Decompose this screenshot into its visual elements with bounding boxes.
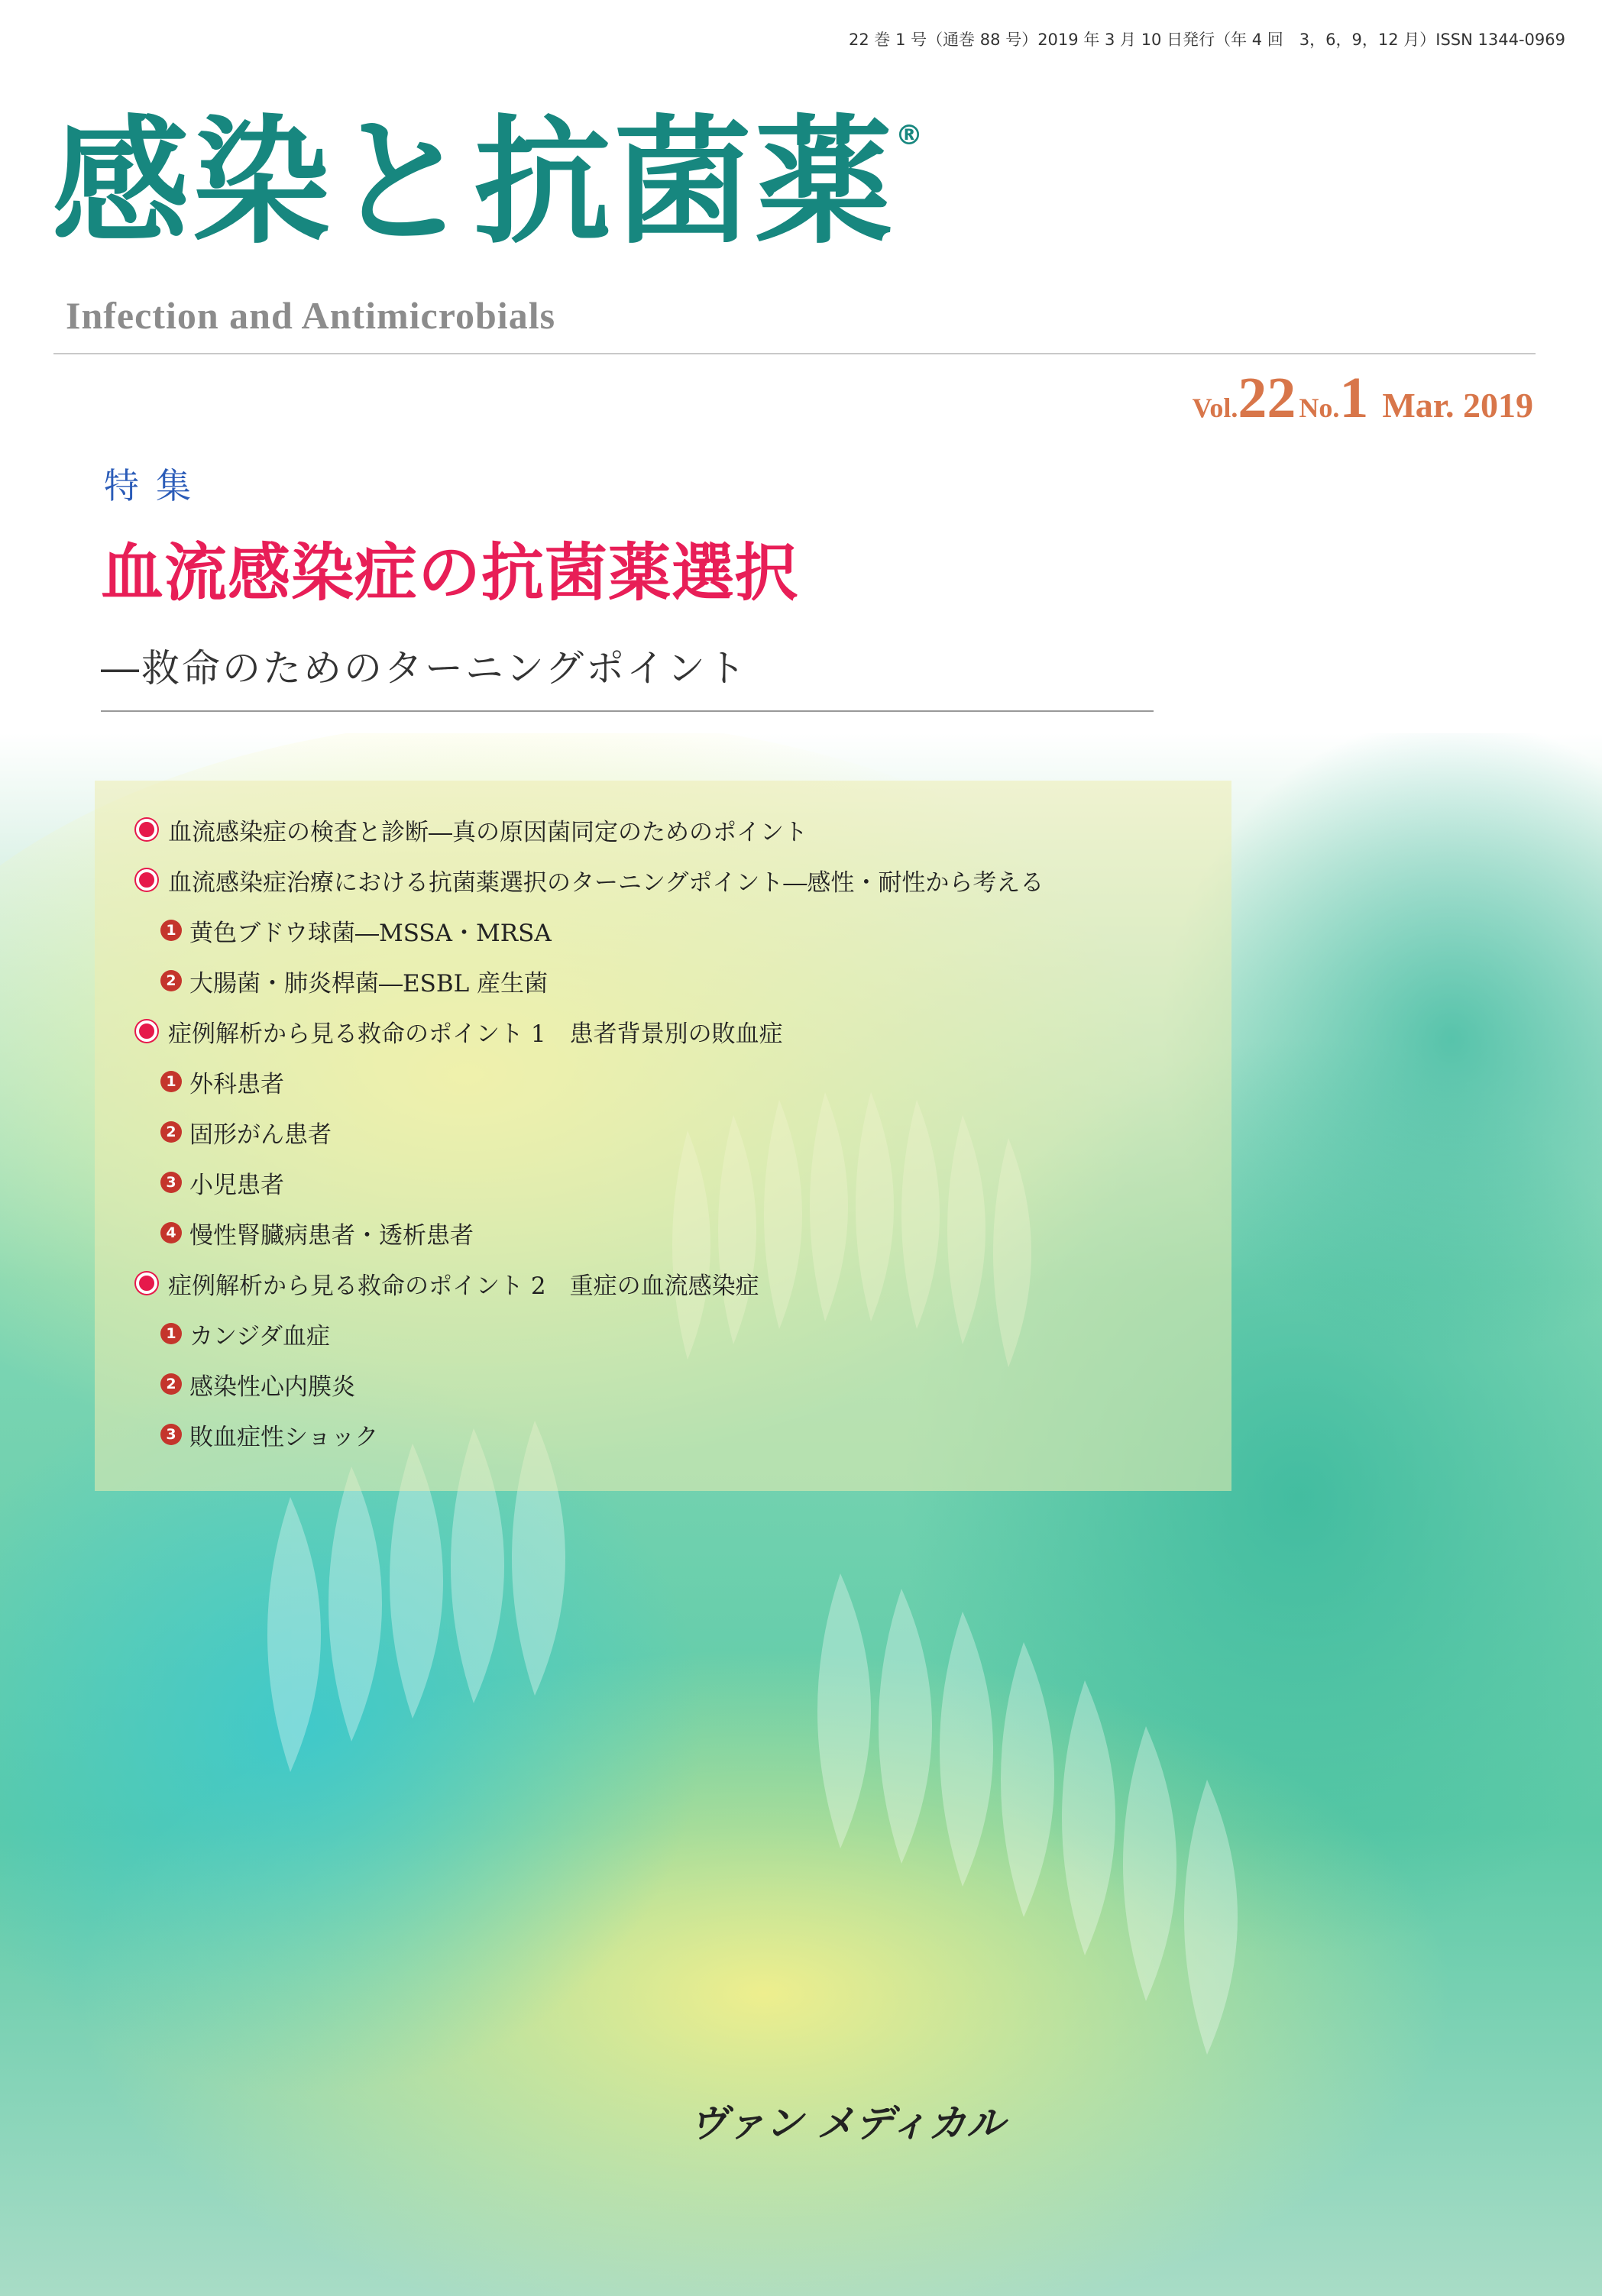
number-badge: 1 bbox=[160, 920, 182, 941]
number-badge: 1 bbox=[160, 1071, 182, 1092]
toc-item-text: 固形がん患者 bbox=[189, 1121, 332, 1149]
bullet-icon bbox=[136, 1273, 157, 1294]
bullet-icon bbox=[136, 819, 157, 840]
toc-item-text: 外科患者 bbox=[189, 1070, 284, 1098]
toc-item-text: 小児患者 bbox=[189, 1171, 284, 1199]
special-feature-label: 特集 bbox=[104, 465, 208, 506]
issue-date: Mar. 2019 bbox=[1382, 386, 1533, 425]
journal-title-text: 感染と抗菌薬 bbox=[52, 103, 896, 263]
issue-info bbox=[1193, 365, 1533, 432]
bullet-icon bbox=[136, 869, 157, 891]
toc-item-text: 黄色ブドウ球菌―MSSA・MRSA bbox=[189, 919, 552, 947]
toc-item-text: 敗血症性ショック bbox=[189, 1423, 379, 1451]
no-label: No. bbox=[1299, 393, 1340, 423]
publisher-name: ヴァン メディカル bbox=[689, 2100, 1005, 2146]
toc-section bbox=[136, 857, 1044, 903]
toc-item-text: 慢性腎臓病患者・透析患者 bbox=[189, 1221, 474, 1250]
number-badge: 3 bbox=[160, 1172, 182, 1193]
toc-section bbox=[136, 1008, 783, 1054]
number-badge: 3 bbox=[160, 1424, 182, 1445]
toc-item bbox=[160, 958, 548, 1004]
toc-section bbox=[136, 1260, 759, 1306]
number-badge: 2 bbox=[160, 970, 182, 991]
bullet-icon bbox=[136, 1020, 157, 1042]
toc-item-text: 感染性心内膜炎 bbox=[189, 1373, 355, 1401]
toc-section-text: 症例解析から見る救命のポイント 2 重症の血流感染症 bbox=[168, 1272, 759, 1300]
special-feature-subtitle: ―救命のためのターニングポイント bbox=[101, 646, 748, 690]
toc-section-text: 血流感染症の検査と診断―真の原因菌同定のためのポイント bbox=[168, 818, 807, 846]
table-of-contents bbox=[95, 781, 1231, 1491]
special-feature-title: 血流感染症の抗菌薬選択 bbox=[101, 537, 799, 610]
toc-item bbox=[160, 1109, 332, 1155]
vol-label: Vol. bbox=[1192, 393, 1238, 423]
toc-item bbox=[160, 1059, 284, 1104]
toc-item bbox=[160, 1159, 284, 1205]
toc-item bbox=[160, 1210, 474, 1256]
number-badge: 2 bbox=[160, 1373, 182, 1395]
toc-section bbox=[136, 807, 807, 852]
toc-item-text: カンジダ血症 bbox=[189, 1322, 330, 1350]
toc-item bbox=[160, 1412, 378, 1457]
toc-section-text: 症例解析から見る救命のポイント 1 患者背景別の敗血症 bbox=[168, 1020, 783, 1048]
journal-title bbox=[52, 103, 924, 263]
number-badge: 2 bbox=[160, 1121, 182, 1143]
registered-mark: ® bbox=[895, 120, 924, 151]
toc-item bbox=[160, 1361, 355, 1407]
number-badge: 1 bbox=[160, 1323, 182, 1344]
publication-info: 22 巻 1 号（通巻 88 号）2019 年 3 月 10 日発行（年 4 回 3，6，9，12 月）ISSN 1344-0969 bbox=[849, 31, 1565, 49]
toc-item-text: 大腸菌・肺炎桿菌―ESBL 産生菌 bbox=[189, 969, 549, 998]
header-divider bbox=[53, 353, 1536, 354]
toc-item bbox=[160, 1311, 330, 1357]
toc-item bbox=[160, 907, 552, 953]
vol-number: 22 bbox=[1238, 366, 1296, 430]
number-badge: 4 bbox=[160, 1222, 182, 1243]
no-number: 1 bbox=[1339, 366, 1369, 430]
subtitle-divider bbox=[101, 710, 1154, 712]
toc-section-text: 血流感染症治療における抗菌薬選択のターニングポイント―感性・耐性から考える bbox=[168, 868, 1044, 897]
journal-title-english: Infection and Antimicrobials bbox=[66, 294, 556, 337]
